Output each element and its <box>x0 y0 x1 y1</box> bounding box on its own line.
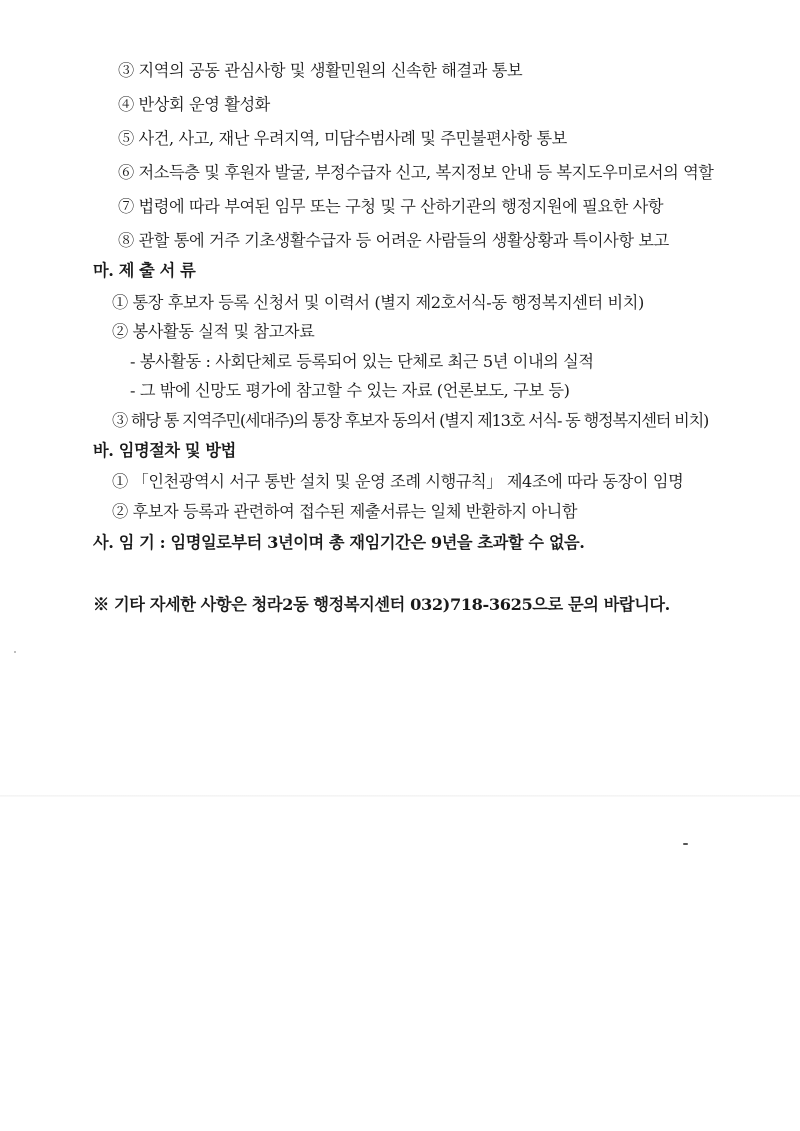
duty-item-5: ⑤ 사건, 사고, 재난 우려지역, 미담수범사례 및 주민불편사항 통보 <box>118 129 567 148</box>
page-fold-line <box>0 795 800 797</box>
documents-item-2-sub-2: - 그 밖에 신망도 평가에 참고할 수 있는 자료 (언론보도, 구보 등) <box>130 381 570 400</box>
scan-speck <box>14 651 16 653</box>
appointment-item-2: ② 후보자 등록과 관련하여 접수된 제출서류는 일체 반환하지 아니함 <box>112 502 578 521</box>
section-heading-documents: 마. 제 출 서 류 <box>93 261 196 280</box>
duty-item-7: ⑦ 법령에 따라 부여된 임무 또는 구청 및 구 산하기관의 행정지원에 필요한 사항 <box>118 197 664 216</box>
documents-item-1: ① 통장 후보자 등록 신청서 및 이력서 (별지 제2호서식-동 행정복지센터 비치) <box>112 293 644 312</box>
duty-item-6: ⑥ 저소득층 및 후원자 발굴, 부정수급자 신고, 복지정보 안내 등 복지도우미로서의 역할 <box>118 163 714 182</box>
appointment-item-1: ① 「인천광역시 서구 통반 설치 및 운영 조례 시행규칙」 제4조에 따라 동장이 임명 <box>112 472 684 491</box>
scan-speck <box>683 843 688 845</box>
duty-item-3: ③ 지역의 공동 관심사항 및 생활민원의 신속한 해결과 통보 <box>118 61 523 80</box>
duty-item-8: ⑧ 관할 통에 거주 기초생활수급자 등 어려운 사람들의 생활상황과 특이사항 보고 <box>118 231 669 250</box>
section-heading-appointment: 바. 임명절차 및 방법 <box>93 441 236 460</box>
duty-item-4: ④ 반상회 운영 활성화 <box>118 95 270 114</box>
documents-item-2: ② 봉사활동 실적 및 참고자료 <box>112 322 315 341</box>
contact-notice: ※ 기타 자세한 사항은 청라2동 행정복지센터 032)718-3625으로 문의 바랍니다. <box>93 595 670 614</box>
documents-item-2-sub-1: - 봉사활동 : 사회단체로 등록되어 있는 단체로 최근 5년 이내의 실적 <box>130 352 594 371</box>
term-statement: 사. 임 기 : 임명일로부터 3년이며 총 재임기간은 9년을 초과할 수 없음. <box>93 533 585 552</box>
documents-item-3: ③ 해당 통 지역주민(세대주)의 통장 후보자 동의서 (별지 제13호 서식- 동 행정복지센터 비치) <box>112 411 709 430</box>
